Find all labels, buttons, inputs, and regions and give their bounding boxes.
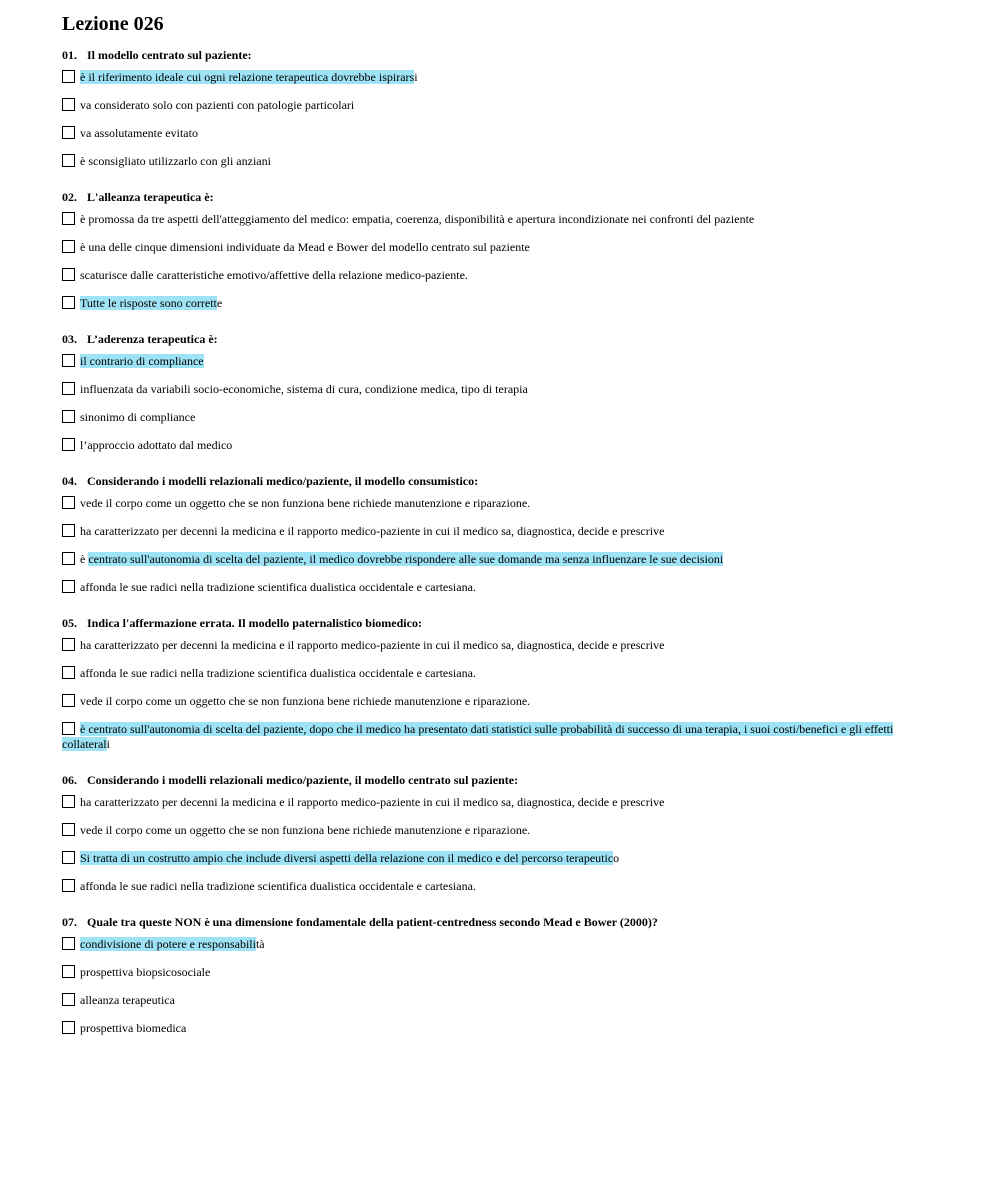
answer-checkbox[interactable] (62, 154, 75, 167)
answer-checkbox[interactable] (62, 382, 75, 395)
question-heading (62, 771, 942, 789)
answer-checkbox[interactable] (62, 126, 75, 139)
answer-option (62, 1021, 942, 1036)
question-block (62, 472, 942, 595)
answer-text: vede il corpo come un oggetto che se non funziona bene richiede manutenzione e riparazione. (80, 823, 531, 837)
answer-text: ha caratterizzato per decenni la medicina e il rapporto medico-paziente in cui il medico sa, diagnostica, decide e prescrive (80, 638, 665, 652)
answer-text: affonda le sue radici nella tradizione scientifica dualistica occidentale e cartesiana. (80, 666, 476, 680)
answer-checkbox[interactable] (62, 354, 75, 367)
answer-checkbox[interactable] (62, 240, 75, 253)
answer-option (62, 240, 942, 255)
question-text: L'alleanza terapeutica è: (87, 190, 214, 204)
answer-text: è una delle cinque dimensioni individuate da Mead e Bower del modello centrato sul paziente (80, 240, 530, 254)
answer-checkbox[interactable] (62, 937, 75, 950)
answer-text: i (414, 70, 418, 84)
answer-option (62, 212, 942, 227)
question-number: 04. (62, 474, 77, 488)
answer-option (62, 638, 942, 653)
question-text: Quale tra queste NON è una dimensione fondamentale della patient-centredness secondo Mead e Bower (2000)? (87, 915, 658, 929)
answer-checkbox[interactable] (62, 268, 75, 281)
answer-text-prefix: è (80, 552, 89, 566)
answer-checkbox[interactable] (62, 410, 75, 423)
answer-text: prospettiva biomedica (80, 1021, 187, 1035)
answer-checkbox[interactable] (62, 879, 75, 892)
answer-checkbox[interactable] (62, 851, 75, 864)
answer-option (62, 879, 942, 894)
question-number: 06. (62, 773, 77, 787)
question-text: Indica l'affermazione errata. Il modello paternalistico biomedico: (87, 616, 422, 630)
highlighted-answer-text: il contrario di compliance (80, 354, 204, 368)
answer-text: scaturisce dalle caratteristiche emotivo/affettive della relazione medico-paziente. (80, 268, 468, 282)
answer-checkbox[interactable] (62, 98, 75, 111)
highlighted-answer-text: Si tratta di un costrutto ampio che include diversi aspetti della relazione con il medico e del percorso terapeutic (80, 851, 614, 865)
answer-checkbox[interactable] (62, 638, 75, 651)
question-number: 07. (62, 915, 77, 929)
answer-option (62, 823, 942, 838)
answer-option (62, 268, 942, 283)
question-heading (62, 330, 942, 348)
answer-option (62, 851, 942, 866)
answer-checkbox[interactable] (62, 823, 75, 836)
answer-option (62, 126, 942, 141)
question-number: 05. (62, 616, 77, 630)
answer-text: affonda le sue radici nella tradizione scientifica dualistica occidentale e cartesiana. (80, 879, 476, 893)
answer-checkbox[interactable] (62, 722, 75, 735)
question-block (62, 330, 942, 453)
answer-text: vede il corpo come un oggetto che se non funziona bene richiede manutenzione e riparazione. (80, 694, 531, 708)
answer-option (62, 965, 942, 980)
answer-checkbox[interactable] (62, 580, 75, 593)
highlighted-answer-text: condivisione di potere e responsabili (80, 937, 256, 951)
answer-option (62, 524, 942, 539)
answer-text: e (216, 296, 223, 310)
highlighted-answer-text: è centrato sull'autonomia di scelta del paziente, dopo che il medico ha presentato dati statistici sulle probabilità di successo di una terapia, i suoi costi/benefici e gli effetti collateral (62, 722, 894, 751)
answer-checkbox[interactable] (62, 296, 75, 309)
question-heading (62, 614, 942, 632)
answer-option (62, 70, 942, 85)
answer-option (62, 154, 942, 169)
answer-option (62, 580, 942, 595)
answer-option (62, 722, 942, 752)
answer-option (62, 694, 942, 709)
answer-option (62, 410, 942, 425)
answer-checkbox[interactable] (62, 694, 75, 707)
answer-text: sinonimo di compliance (80, 410, 196, 424)
answer-option (62, 438, 942, 453)
question-heading (62, 188, 942, 206)
page-title: Lezione 026 (62, 13, 164, 35)
answer-option (62, 98, 942, 113)
answer-text: vede il corpo come un oggetto che se non funziona bene richiede manutenzione e riparazione. (80, 496, 531, 510)
question-number: 03. (62, 332, 77, 346)
answer-option (62, 993, 942, 1008)
answer-option (62, 552, 942, 567)
answer-checkbox[interactable] (62, 70, 75, 83)
highlighted-answer-text: centrato sull'autonomia di scelta del paziente, il medico dovrebbe rispondere alle sue domande ma senza influenzare le sue decisioni (88, 552, 724, 566)
answer-checkbox[interactable] (62, 795, 75, 808)
highlighted-answer-text: Tutte le risposte sono corrett (80, 296, 217, 310)
answer-text: è sconsigliato utilizzarlo con gli anziani (80, 154, 271, 168)
answer-checkbox[interactable] (62, 552, 75, 565)
quiz-page (62, 10, 942, 1036)
answer-checkbox[interactable] (62, 666, 75, 679)
question-text: L’aderenza terapeutica è: (87, 332, 218, 346)
answer-option (62, 382, 942, 397)
answer-option (62, 795, 942, 810)
question-block (62, 188, 942, 311)
question-text: Il modello centrato sul paziente: (87, 48, 252, 62)
answer-text: i (106, 737, 110, 751)
answer-text: va considerato solo con pazienti con patologie particolari (80, 98, 355, 112)
answer-text: l’approccio adottato dal medico (80, 438, 233, 452)
answer-checkbox[interactable] (62, 965, 75, 978)
answer-text: ha caratterizzato per decenni la medicina e il rapporto medico-paziente in cui il medico sa, diagnostica, decide e prescrive (80, 524, 665, 538)
answer-text: è promossa da tre aspetti dell'atteggiamento del medico: empatia, coerenza, disponibilità e apertura incondizionate nei confronti del paziente (80, 212, 755, 226)
question-block (62, 913, 942, 1036)
question-list (62, 46, 942, 1036)
answer-checkbox[interactable] (62, 1021, 75, 1034)
question-block (62, 614, 942, 752)
answer-text: alleanza terapeutica (80, 993, 175, 1007)
answer-option (62, 666, 942, 681)
answer-option (62, 937, 942, 952)
answer-option (62, 296, 942, 311)
question-heading (62, 913, 942, 931)
question-heading (62, 46, 942, 64)
answer-option (62, 354, 942, 369)
answer-text: prospettiva biopsicosociale (80, 965, 211, 979)
question-block (62, 46, 942, 169)
answer-option (62, 496, 942, 511)
answer-text: ha caratterizzato per decenni la medicina e il rapporto medico-paziente in cui il medico sa, diagnostica, decide e prescrive (80, 795, 665, 809)
answer-checkbox[interactable] (62, 524, 75, 537)
question-text: Considerando i modelli relazionali medico/paziente, il modello consumistico: (87, 474, 479, 488)
answer-text: affonda le sue radici nella tradizione scientifica dualistica occidentale e cartesiana. (80, 580, 476, 594)
answer-text: va assolutamente evitato (80, 126, 198, 140)
question-block (62, 771, 942, 894)
answer-checkbox[interactable] (62, 438, 75, 451)
question-number: 02. (62, 190, 77, 204)
question-heading (62, 472, 942, 490)
question-number: 01. (62, 48, 77, 62)
answer-checkbox[interactable] (62, 496, 75, 509)
answer-text: o (613, 851, 620, 865)
answer-text: influenzata da variabili socio-economiche, sistema di cura, condizione medica, tipo di terapia (80, 382, 528, 396)
answer-checkbox[interactable] (62, 212, 75, 225)
answer-text: tà (255, 937, 265, 951)
answer-checkbox[interactable] (62, 993, 75, 1006)
highlighted-answer-text: è il riferimento ideale cui ogni relazione terapeutica dovrebbe ispirars (80, 70, 415, 84)
question-text: Considerando i modelli relazionali medico/paziente, il modello centrato sul paziente: (87, 773, 519, 787)
